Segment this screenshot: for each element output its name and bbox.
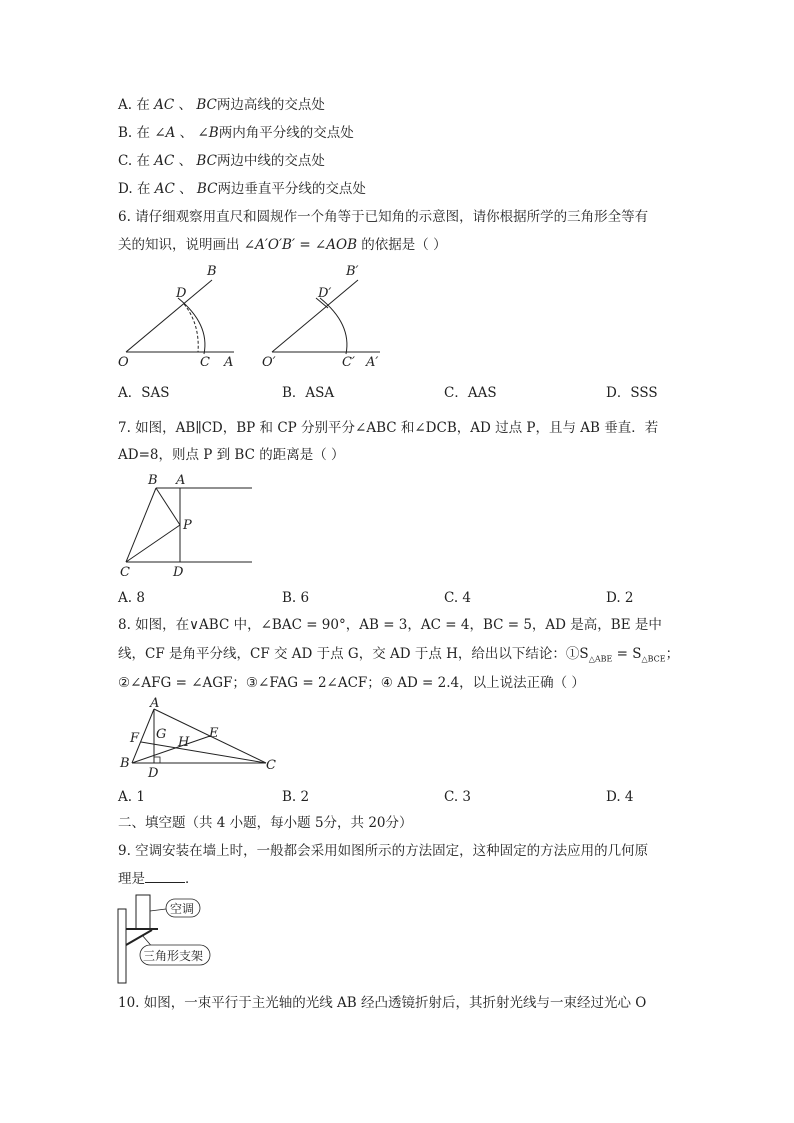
q7-stem-line2: AD=8，则点 P 到 BC 的距离是（ ） [118, 447, 345, 463]
q8-option-d: D. 4 [606, 789, 634, 805]
label-F: F [130, 731, 140, 746]
q6-stem-line1: 6. 请仔细观察用直尺和圆规作一个角等于已知角的示意图，请你根据所学的三角形全等有 [118, 209, 649, 225]
q6-stem-line2: 关的知识，说明画出 ∠A′O′B′ = ∠AOB 的依据是（ ） [118, 237, 447, 253]
label-B: B [148, 473, 158, 488]
q8-option-b: B. 2 [282, 789, 310, 805]
label-P: P [183, 518, 192, 533]
label-B: B [120, 756, 130, 771]
label-D: D [176, 286, 187, 301]
label-D-prime: D′ [318, 286, 332, 301]
label-C-prime: C′ [342, 355, 355, 370]
q6-option-c: C．AAS [444, 385, 497, 401]
label-G: G [156, 727, 167, 742]
q8-stem-line1: 8. 如图，在∨ABC 中，∠BAC = 90°，AB = 3，AC = 4，BC = 5，AD 是高，BE 是中 [118, 617, 662, 633]
q6-option-d: D．SSS [606, 385, 658, 401]
label-O: O [118, 355, 129, 370]
label-H: H [178, 735, 190, 750]
q6-figure [112, 258, 392, 374]
label-D: D [148, 766, 159, 781]
q8-stem-line3: ②∠AFG = ∠AGF；③∠FAG = 2∠ACF；④ AD = 2.4，以上说法正确（ ） [118, 675, 585, 691]
label-E: E [209, 726, 219, 741]
answer-blank[interactable] [145, 870, 185, 883]
label-B-prime: B′ [346, 264, 359, 279]
label-B: B [207, 264, 217, 279]
q8-option-c: C. 3 [444, 789, 472, 805]
q9-stem-line2: 理是 ． [118, 871, 199, 887]
q5-option-c: C. 在 AC 、 BC两边中线的交点处 [118, 153, 325, 169]
label-A: A [224, 355, 234, 370]
label-C: C [200, 355, 210, 370]
q5-option-a: A. 在 AC 、 BC两边高线的交点处 [118, 97, 325, 113]
label-air-conditioner: 空调 [170, 902, 195, 916]
q6-option-a: A．SAS [118, 385, 170, 401]
q10-stem-line1: 10. 如图，一束平行于主光轴的光线 AB 经凸透镜折射后，其折射光线与一束经过光心 O [118, 995, 647, 1011]
q6-right-angle [262, 264, 380, 370]
q7-option-a: A. 8 [118, 590, 145, 606]
label-A: A [150, 697, 160, 711]
label-C: C [120, 565, 130, 580]
q7-stem-line1: 7. 如图，AB∥CD，BP 和 CP 分别平分∠ABC 和∠DCB，AD 过点 P，且与 AB 垂直．若 [118, 420, 659, 436]
q8-figure [114, 697, 284, 781]
q9-stem-line1: 9. 空调安装在墙上时，一般都会采用如图所示的方法固定，这种固定的方法应用的几何原 [118, 843, 649, 859]
label-C: C [266, 758, 276, 773]
label-triangle-bracket: 三角形支架 [143, 949, 204, 963]
label-A-prime: A′ [366, 355, 379, 370]
q8-option-a: A. 1 [118, 789, 145, 805]
section-heading-fill-in: 二、填空题（共 4 小题，每小题 5分，共 20分） [118, 815, 413, 831]
q5-option-d: D. 在 AC 、 BC两边垂直平分线的交点处 [118, 181, 366, 197]
q9-figure [114, 893, 224, 985]
q7-option-b: B. 6 [282, 590, 310, 606]
q6-left-angle [118, 264, 234, 370]
label-A: A [176, 473, 186, 488]
q5-option-b: B. 在 ∠A 、 ∠B两内角平分线的交点处 [118, 125, 354, 141]
label-O-prime: O′ [262, 355, 276, 370]
q8-stem-line2: 线，CF 是角平分线，CF 交 AD 于点 G，交 AD 于点 H，给出以下结论：$①S_{\triangle ABE} = S_{\triangle BCE}$； [118, 646, 680, 664]
label-D: D [173, 565, 184, 580]
q7-option-c: C. 4 [444, 590, 472, 606]
q7-option-d: D. 2 [606, 590, 634, 606]
q6-option-b: B．ASA [282, 385, 335, 401]
q7-figure [116, 470, 256, 582]
